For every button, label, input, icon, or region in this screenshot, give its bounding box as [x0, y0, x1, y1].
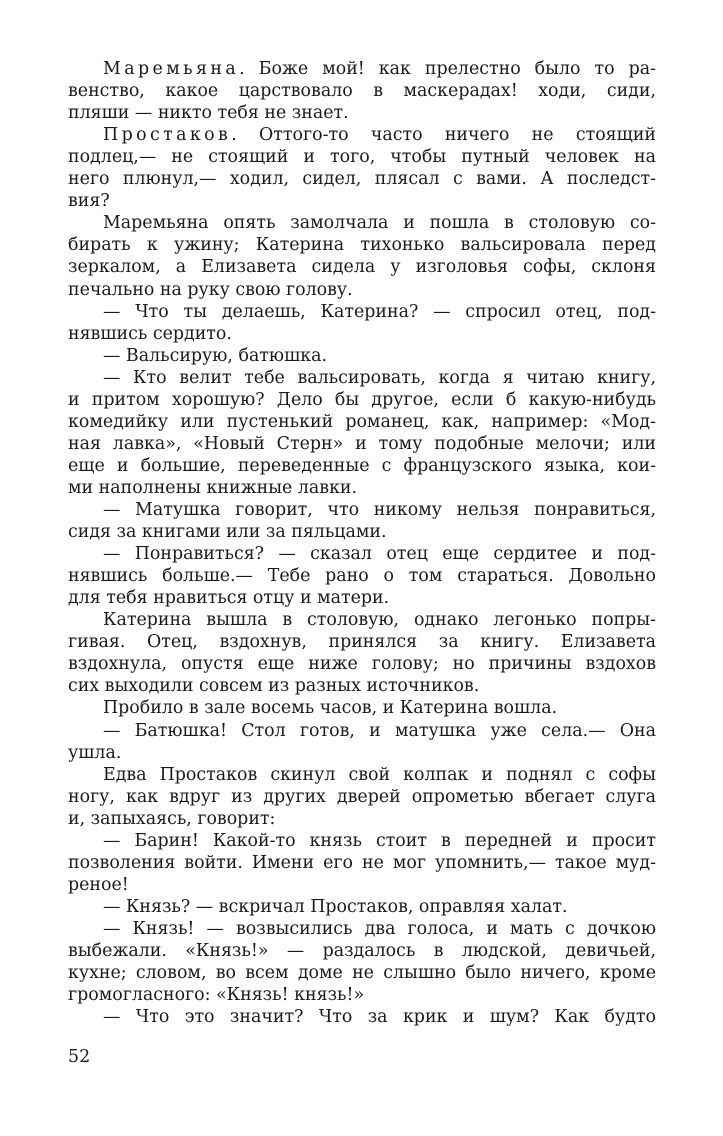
- text-line: [103, 1006, 656, 1028]
- line-text: реное!: [68, 874, 129, 895]
- line-text: печально на руку свою голову.: [68, 279, 353, 300]
- line-text: гивая. Отец, вздохнув, принялся за книгу. Елизавета: [68, 632, 656, 653]
- text-line: [68, 962, 656, 984]
- line-text: подлец,— не стоящий и того, чтобы путный человек на: [68, 147, 656, 168]
- text-line: [103, 720, 656, 742]
- line-text: — Кто велит тебе вальсировать, когда я читаю книгу,: [103, 367, 656, 388]
- line-text: вия?: [68, 191, 110, 212]
- text-line: [103, 830, 656, 852]
- line-text: выбежали. «Князь!» — раздалось в людской, девичьей,: [68, 941, 656, 961]
- line-text: зеркалом, а Елизавета сидела у изголовья софы, склоня: [68, 257, 656, 278]
- line-text: ми наполнены книжные лавки.: [68, 477, 358, 498]
- line-text: — Понравиться? — сказал отец еще сердитее и под-: [103, 544, 656, 565]
- line-text: — Что это значит? Что за крик и шум? Как будто: [103, 1007, 656, 1028]
- line-text: ная лавка», «Новый Стерн» и тому подобные мелочи; или: [68, 433, 656, 454]
- text-line: [68, 874, 656, 896]
- line-text: кухне; словом, во всем доме не слышно было ничего, кроме: [68, 963, 656, 984]
- line-text: сидя за книгами или за пяльцами.: [68, 522, 387, 543]
- line-text: венство, какое царствовало в маскерадах! ходи, сиди,: [68, 81, 656, 102]
- text-line: [103, 212, 656, 234]
- line-text: — Вальсирую, батюшка.: [103, 345, 328, 366]
- text-line: [103, 345, 656, 367]
- text-line: [68, 808, 656, 830]
- text-line: [68, 190, 656, 212]
- text-line: [68, 477, 656, 499]
- text-line: [68, 323, 656, 345]
- text-line: [103, 609, 656, 631]
- line-text: — Князь? — вскричал Простаков, оправляя халат.: [103, 896, 568, 917]
- line-text: Едва Простаков скинул свой колпак и поднял с софы: [103, 764, 656, 785]
- line-text: комедийку или пустенький романец, как, например: «Мод-: [68, 411, 656, 432]
- text-line: [68, 168, 656, 190]
- line-text: — Барин! Какой-то князь стоит в передней и просит: [103, 830, 656, 851]
- line-text: — Матушка говорит, что никому нельзя понравиться,: [103, 500, 656, 520]
- line-text: вздохнула, опустя еще ниже голову; но причины вздохов: [68, 654, 656, 675]
- line-text: него плюнул,— ходил, сидел, плясал с вами. А последст-: [68, 169, 656, 190]
- text-line: [103, 918, 656, 940]
- line-text: пляши — никто тебя не знает.: [68, 103, 349, 124]
- line-text: и, запыхаясь, говорит:: [68, 808, 276, 829]
- text-line: [68, 653, 656, 675]
- speaker-name: Маремьяна: [103, 59, 240, 79]
- line-text: ногу, как вдруг из других дверей опрометью вбегает слуга: [68, 786, 656, 807]
- text-line: [68, 234, 656, 256]
- text-line: [68, 587, 656, 609]
- text-line: [103, 543, 656, 565]
- text-line: [103, 124, 656, 146]
- text-line: [103, 301, 656, 323]
- text-line: [68, 852, 656, 874]
- line-text: — Князь! — возвысились два голоса, и мать с дочкою: [103, 918, 656, 939]
- page-number: 52: [68, 1047, 91, 1067]
- text-line: [68, 786, 656, 808]
- line-text: Пробило в зале восемь часов, и Катерина вошла.: [103, 698, 558, 719]
- text-line: [103, 499, 656, 521]
- line-text: Катерина вышла в столовую, однако легонько попры-: [103, 610, 656, 631]
- line-text: еще и большие, переведенные с французского языка, кои-: [68, 455, 656, 476]
- line-text: бирать к ужину; Катерина тихонько вальсировала перед: [68, 235, 656, 256]
- text-line: [68, 940, 656, 962]
- speaker-name: Простаков: [103, 125, 232, 146]
- text-line: [68, 256, 656, 278]
- line-text: громогласного: «Князь! князь!»: [68, 985, 365, 1006]
- text-line: [68, 675, 656, 697]
- line-text: и притом хорошую? Дело бы другое, если б какую-нибудь: [68, 389, 656, 410]
- text-line: [68, 389, 656, 411]
- text-line: [68, 565, 656, 587]
- line-text: сих выходили совсем из разных источников.: [68, 676, 480, 697]
- line-text: позволения войти. Имени его не мог упомнить,— такое муд-: [68, 852, 656, 873]
- line-text: Маремьяна опять замолчала и пошла в столовую со-: [103, 213, 656, 234]
- text-line: [68, 433, 656, 455]
- text-page: [68, 58, 656, 1118]
- line-text: . Оттого-то часто ничего не стоящий: [231, 125, 656, 146]
- text-line: [68, 411, 656, 433]
- text-line: [103, 697, 656, 719]
- line-text: нявшись сердито.: [68, 323, 232, 344]
- line-text: . Боже мой! как прелестно было то ра-: [239, 59, 656, 79]
- text-line: [68, 742, 656, 764]
- text-line: [68, 521, 656, 543]
- line-text: — Что ты делаешь, Катерина? — спросил отец, под-: [103, 301, 656, 322]
- text-line: [68, 984, 656, 1006]
- text-line: [68, 631, 656, 653]
- line-text: для тебя нравиться отцу и матери.: [68, 588, 390, 609]
- text-line: [68, 102, 656, 124]
- line-text: ушла.: [68, 742, 122, 763]
- text-line: [103, 367, 656, 389]
- line-text: нявшись больше.— Тебе рано о том стараться. Довольно: [68, 566, 656, 587]
- text-line: [68, 279, 656, 301]
- text-line: [68, 455, 656, 477]
- text-line: [103, 58, 656, 80]
- text-line: [68, 80, 656, 102]
- text-line: [103, 764, 656, 786]
- text-line: [68, 146, 656, 168]
- line-text: — Батюшка! Стол готов, и матушка уже села.— Она: [103, 720, 656, 741]
- text-line: [103, 896, 656, 918]
